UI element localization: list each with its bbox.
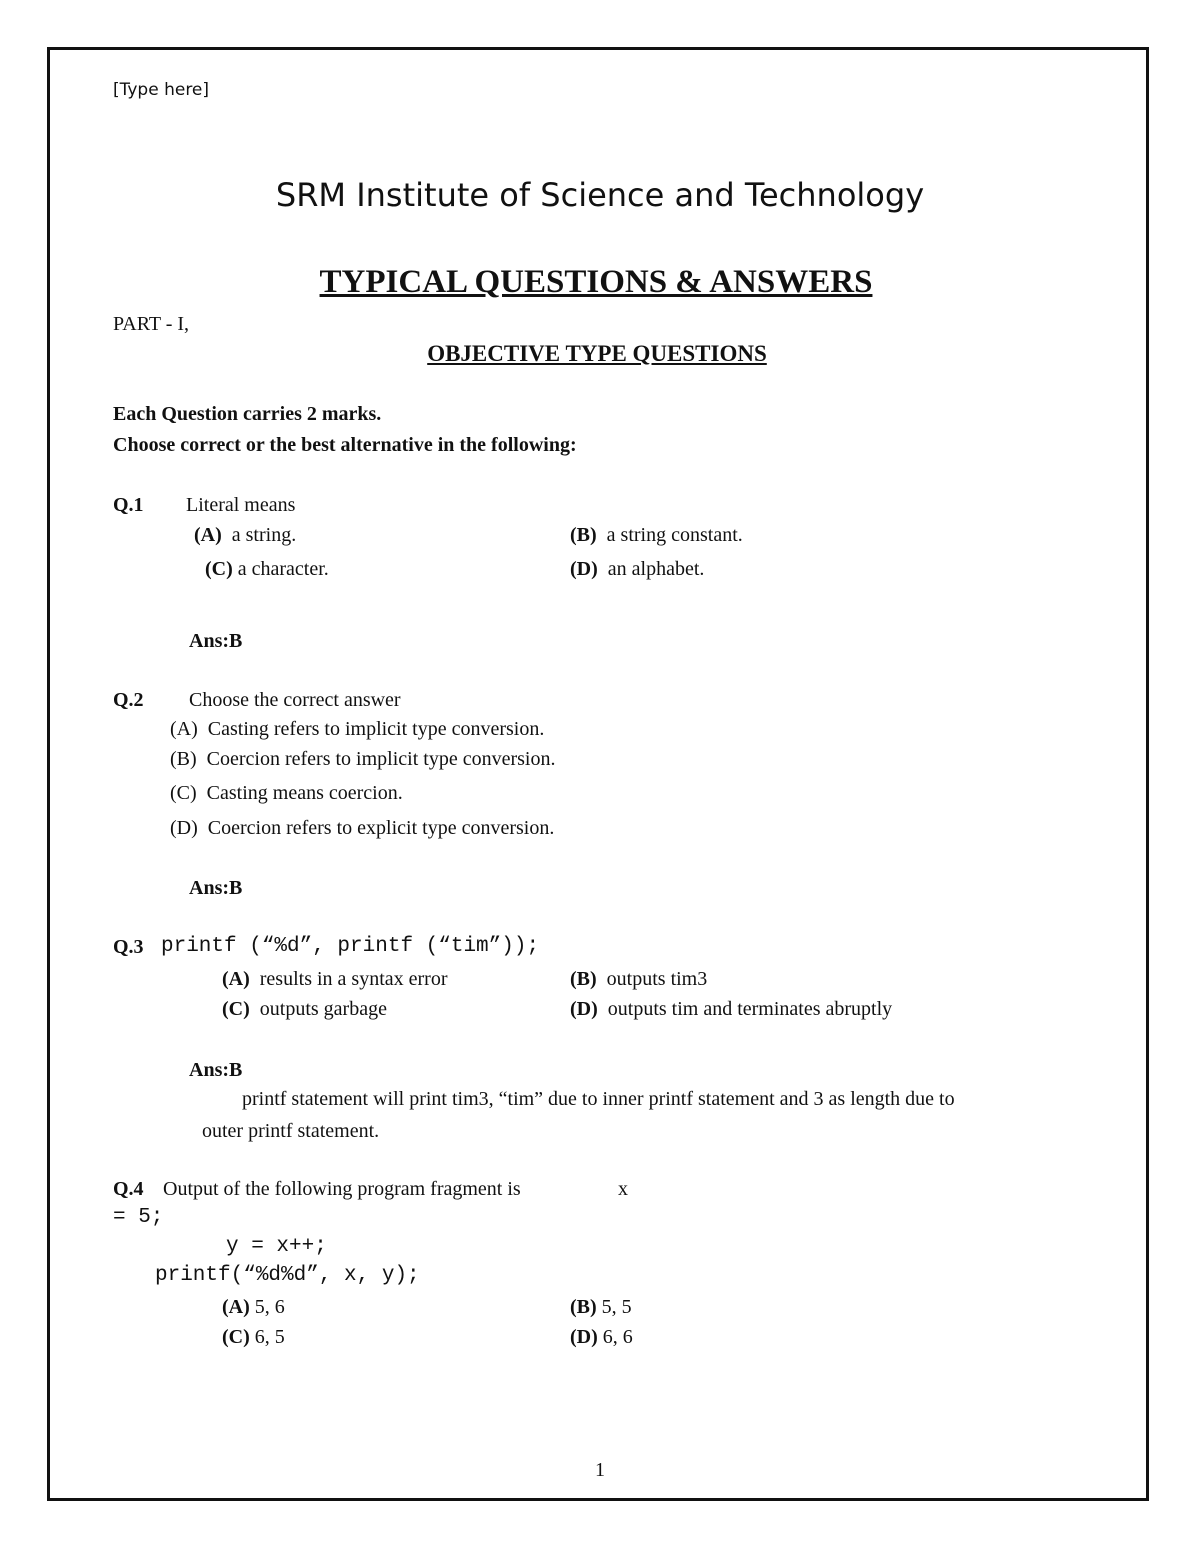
q3-option-c: (C) outputs garbage <box>222 998 387 1020</box>
q4-option-c: (C) 6, 5 <box>222 1326 285 1348</box>
q2-label: Q.2 <box>113 689 144 711</box>
q2-text: Choose the correct answer <box>189 689 401 711</box>
q2-answer: Ans:B <box>189 877 243 899</box>
q3-option-b: (B) outputs tim3 <box>570 968 708 990</box>
part-label: PART - I, <box>113 313 190 335</box>
q2-option-b: (B) Coercion refers to implicit type conversion. <box>170 748 556 770</box>
section-title: OBJECTIVE TYPE QUESTIONS <box>427 341 767 366</box>
q1-option-b: (B) a string constant. <box>570 524 743 546</box>
q1-option-c: (C) a character. <box>205 558 329 580</box>
header-placeholder: [Type here] <box>113 80 210 100</box>
q1-label: Q.1 <box>113 494 144 516</box>
q1-text: Literal means <box>186 494 296 516</box>
q2-option-d: (D) Coercion refers to explicit type conversion. <box>170 817 555 839</box>
q3-option-a: (A) results in a syntax error <box>222 968 448 990</box>
q4-option-a: (A) 5, 6 <box>222 1296 285 1318</box>
q3-explanation-line1: printf statement will print tim3, “tim” due to inner printf statement and 3 as length due to <box>242 1088 955 1110</box>
instruction-choose: Choose correct or the best alternative in the following: <box>113 434 577 456</box>
q2-option-a: (A) Casting refers to implicit type conversion. <box>170 718 545 740</box>
main-title: TYPICAL QUESTIONS & ANSWERS <box>319 264 873 300</box>
q4-text: Output of the following program fragment is <box>163 1178 521 1200</box>
q4-code-line2: y = x++; <box>226 1235 327 1258</box>
page-number: 1 <box>595 1459 605 1481</box>
q4-option-b: (B) 5, 5 <box>570 1296 632 1318</box>
q4-code-line1: = 5; <box>113 1206 164 1229</box>
institute-name: SRM Institute of Science and Technology <box>275 176 925 214</box>
q3-option-d: (D) outputs tim and terminates abruptly <box>570 998 893 1020</box>
q1-option-a: (A) a string. <box>194 524 297 546</box>
q3-label: Q.3 <box>113 936 144 958</box>
q1-option-d: (D) an alphabet. <box>570 558 705 580</box>
q2-option-c: (C) Casting means coercion. <box>170 782 403 804</box>
q3-code: printf (“%d”, printf (“tim”)); <box>161 935 540 958</box>
q4-code-x: x <box>618 1178 628 1200</box>
q3-answer: Ans:B <box>189 1059 243 1081</box>
q1-answer: Ans:B <box>189 630 243 652</box>
q3-explanation-line2: outer printf statement. <box>202 1120 380 1142</box>
instruction-marks: Each Question carries 2 marks. <box>113 403 382 425</box>
q4-label: Q.4 <box>113 1178 144 1200</box>
q4-option-d: (D) 6, 6 <box>570 1326 633 1348</box>
q4-code-line3: printf(“%d%d”, x, y); <box>155 1264 420 1287</box>
